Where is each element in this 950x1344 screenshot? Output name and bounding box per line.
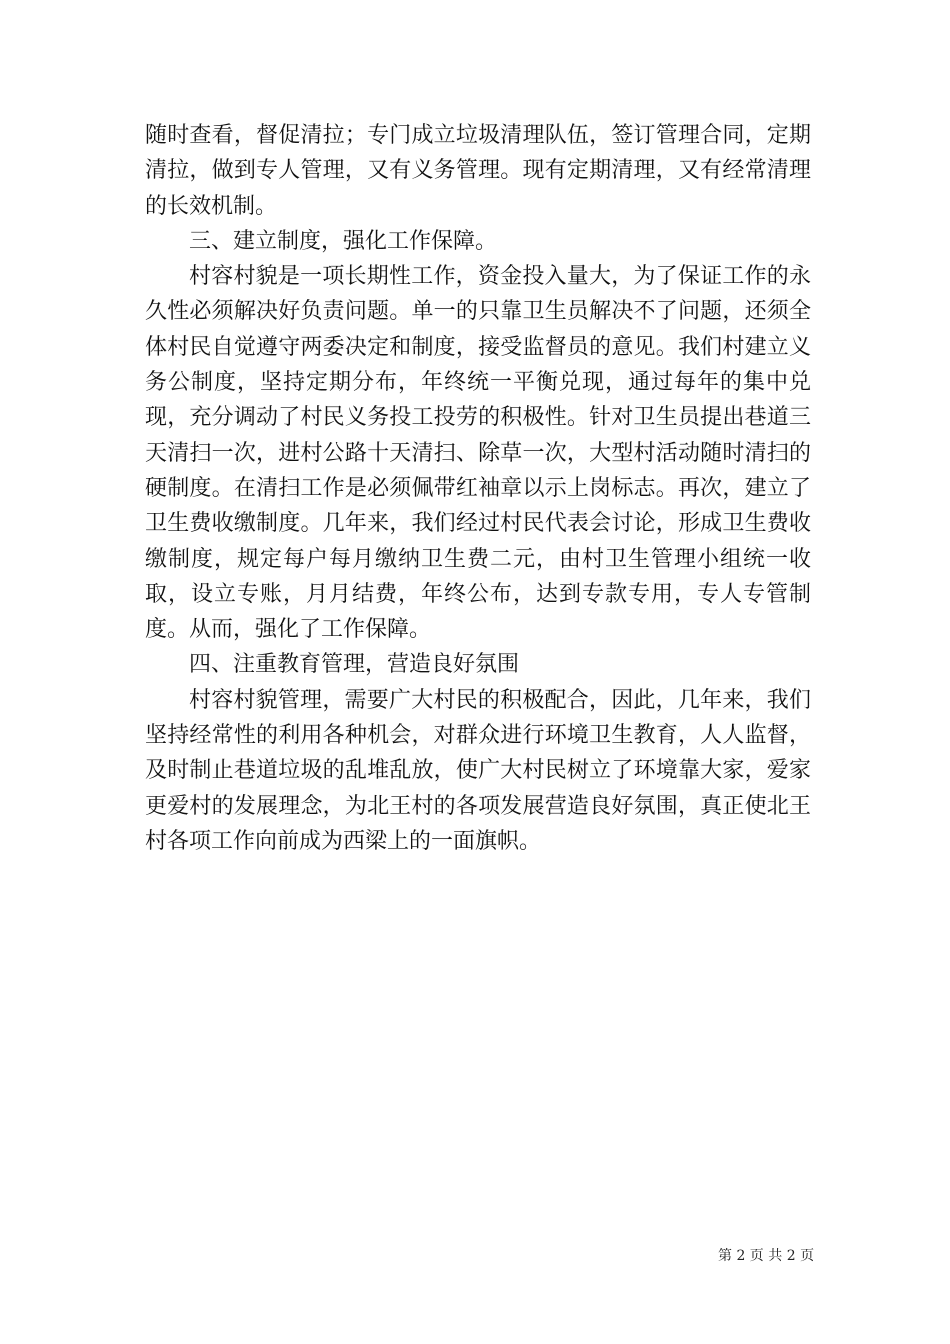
paragraph-section-4: 村容村貌管理，需要广大村民的积极配合，因此，几年来，我们坚持经常性的利用各种机会，对群众进行环境卫生教育，人人监督，及时制止巷道垃圾的乱堆乱放，使广大村民树立了环境靠大家，爱家更爱村的发展理念，为北王村的各项发展营造良好氛围，真正使北王村各项工作向前成为西梁上的一面旗帜。 [145, 687, 811, 854]
body-text [145, 118, 811, 859]
paragraph-section-3: 村容村貌是一项长期性工作，资金投入量大，为了保证工作的永久性必须解决好负责问题。单一的只靠卫生员解决不了问题，还须全体村民自觉遵守两委决定和制度，接受监督员的意见。我们村建立义务公制度，坚持定期分布，年终统一平衡兑现，通过每年的集中兑现，充分调动了村民义务投工投劳的积极性。针对卫生员提出巷道三天清扫一次，进村公路十天清扫、除草一次，大型村活动随时清扫的硬制度。在清扫工作是必须佩带红袖章以示上岗标志。再次，建立了卫生费收缴制度。几年来，我们经过村民代表会讨论，形成卫生费收缴制度，规定每户每月缴纳卫生费二元，由村卫生管理小组统一收取，设立专账，月月结费，年终公布，达到专款专用，专人专管制度。从而，强化了工作保障。 [145, 264, 811, 643]
paragraph-continuation: 随时查看，督促清拉；专门成立垃圾清理队伍，签订管理合同，定期清拉，做到专人管理，又有义务管理。现有定期清理，又有经常清理的长效机制。 [145, 123, 811, 219]
section-heading-4: 四、注重教育管理，营造良好氛围 [189, 652, 520, 678]
section-heading-3: 三、建立制度，强化工作保障。 [189, 228, 498, 254]
page-number-footer: 第 2 页 共 2 页 [718, 1248, 815, 1264]
